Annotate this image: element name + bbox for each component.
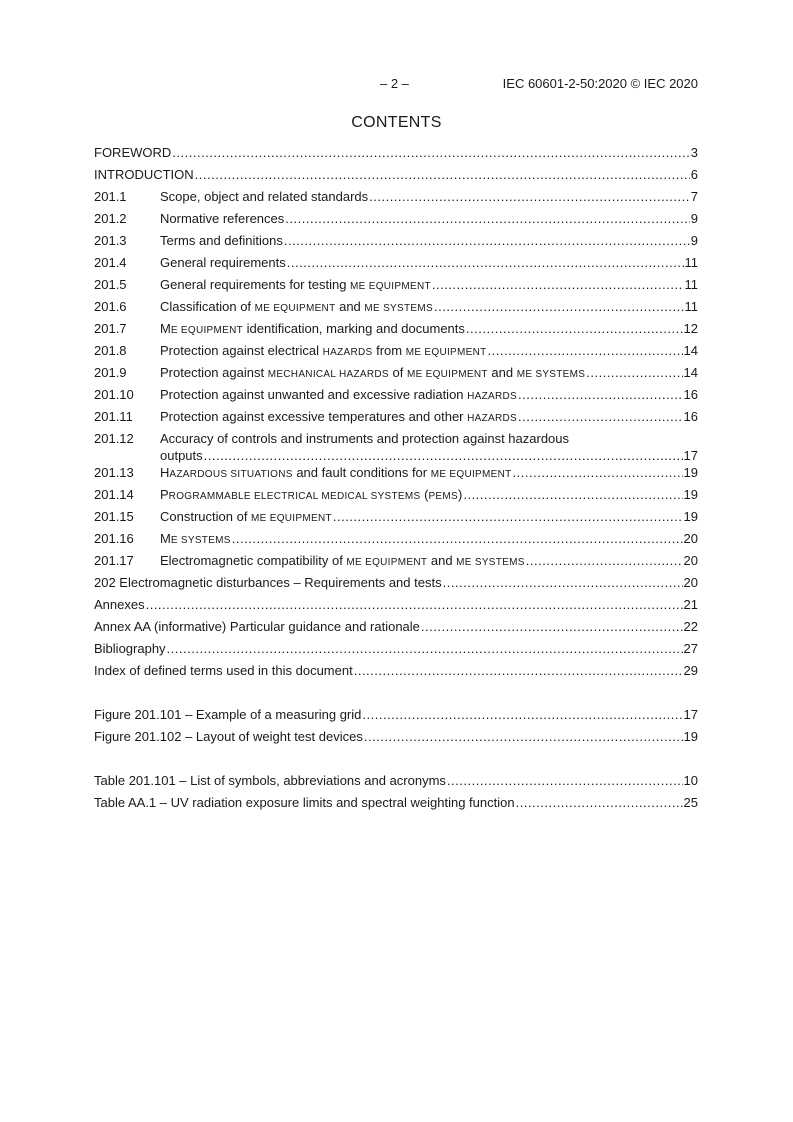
toc-entry-body	[94, 706, 698, 724]
dot-leader	[421, 618, 683, 636]
defined-term: AZARDOUS SITUATIONS	[169, 469, 293, 480]
toc-entry-number: 201.11	[94, 409, 133, 424]
title-text: P	[160, 487, 169, 502]
toc-entry-body	[160, 486, 698, 506]
title-text: M	[160, 321, 171, 336]
defined-term: HAZARDS	[322, 347, 373, 358]
dot-leader	[369, 188, 690, 206]
toc-entry-number: 201.15	[94, 509, 134, 524]
toc-entry-title-line2	[160, 448, 698, 463]
title-text: Electromagnetic compatibility of	[160, 553, 347, 568]
toc-entry-title	[160, 408, 517, 428]
toc-entry-body	[160, 430, 698, 463]
dot-leader	[284, 232, 690, 250]
toc-entry-page: 14	[683, 343, 698, 358]
toc-entry[interactable]	[94, 166, 698, 188]
toc-entry-title	[160, 298, 433, 318]
toc-entry-number: 201.2	[94, 211, 127, 226]
dot-leader	[447, 772, 683, 790]
toc-entry-title	[94, 706, 361, 724]
toc-entry-page: 19	[683, 729, 698, 744]
toc-entry[interactable]	[94, 276, 698, 298]
toc-entry-page: 9	[690, 211, 698, 226]
toc-entry[interactable]	[94, 772, 698, 794]
toc-entry-page: 27	[683, 641, 698, 656]
defined-term: ME EQUIPMENT	[254, 303, 336, 314]
title-text: identification, marking and documents	[243, 321, 465, 336]
title-text: Annex AA (informative) Particular guidance and rationale	[94, 619, 420, 634]
toc-entry-page: 11	[684, 299, 698, 314]
toc-entry[interactable]	[94, 342, 698, 364]
title-text: and	[335, 299, 365, 314]
toc-entry-body	[94, 640, 698, 658]
toc-entry-page: 11	[684, 277, 698, 292]
toc-entry-body	[160, 298, 698, 318]
toc-entry-title-line1: Accuracy of controls and instruments and protection against hazardous	[160, 431, 570, 446]
dot-leader	[443, 574, 683, 592]
toc-entry-page: 16	[683, 387, 698, 402]
toc-entry-number: 201.3	[94, 233, 127, 248]
title-text: Scope, object and related standards	[160, 189, 369, 204]
table-of-contents	[94, 144, 698, 816]
toc-entry-title	[94, 144, 171, 162]
title-text: Construction of	[160, 509, 252, 524]
toc-entry-number: 201.9	[94, 365, 127, 380]
toc-entry-page: 17	[683, 448, 698, 463]
title-text: Protection against unwanted and excessive radiation	[160, 387, 468, 402]
toc-entry[interactable]	[94, 794, 698, 816]
toc-entry-number: 201.8	[94, 343, 127, 358]
toc-entry-body	[160, 320, 698, 340]
toc-entry-body	[160, 276, 698, 296]
toc-entry-title	[160, 464, 512, 484]
toc-entry-body	[160, 342, 698, 362]
toc-entry-body	[160, 254, 698, 272]
defined-term: MECHANICAL HAZARDS	[267, 369, 389, 380]
page-number: – 2 –	[380, 76, 409, 91]
title-text: outputs	[160, 448, 203, 463]
toc-entry-page: 14	[683, 365, 698, 380]
toc-entry-number: 201.7	[94, 321, 127, 336]
toc-entry-body	[160, 210, 698, 228]
title-text: Figure 201.101 – Example of a measuring grid	[94, 707, 362, 722]
title-text: Protection against excessive temperatures and other	[160, 409, 468, 424]
toc-entry-page: 16	[683, 409, 698, 424]
toc-spacer	[94, 750, 698, 772]
toc-entry-page: 29	[683, 663, 698, 678]
dot-leader	[204, 448, 683, 463]
toc-entry-page: 22	[683, 619, 698, 634]
toc-entry[interactable]	[94, 298, 698, 320]
title-text: Normative references	[160, 211, 285, 226]
title-text: M	[160, 531, 171, 546]
defined-term: PEMS	[428, 491, 458, 502]
toc-entry-page: 21	[683, 597, 698, 612]
toc-entry-title	[160, 386, 517, 406]
toc-entry-body	[160, 464, 698, 484]
defined-term: HAZARDS	[467, 391, 518, 402]
defined-term: ME SYSTEMS	[364, 303, 433, 314]
toc-entry-title	[160, 486, 462, 506]
toc-entry-title	[160, 364, 585, 384]
toc-entry-body	[160, 408, 698, 428]
toc-entry-body	[160, 508, 698, 528]
toc-entry[interactable]	[94, 596, 698, 618]
toc-entry-page: 20	[683, 553, 698, 568]
title-text: Bibliography	[94, 641, 166, 656]
dot-leader	[232, 530, 683, 548]
defined-term: ME SYSTEMS	[516, 369, 586, 380]
toc-entry-page: 20	[683, 575, 698, 590]
dot-leader	[466, 320, 683, 338]
toc-entry[interactable]	[94, 728, 698, 750]
dot-leader	[287, 254, 684, 272]
title-text: Table 201.101 – List of symbols, abbreviations and acronyms	[94, 773, 446, 788]
toc-entry-number: 201.14	[94, 487, 134, 502]
defined-term: E EQUIPMENT	[170, 325, 244, 336]
toc-entry-body	[94, 618, 698, 636]
toc-entry[interactable]	[94, 254, 698, 276]
title-text: INTRODUCTION	[94, 167, 194, 182]
toc-entry-body	[94, 728, 698, 746]
defined-term: E SYSTEMS	[170, 535, 231, 546]
toc-entry[interactable]	[94, 530, 698, 552]
toc-entry-title	[160, 320, 465, 340]
toc-entry-page: 3	[690, 145, 698, 160]
toc-entry-page: 9	[690, 233, 698, 248]
toc-entry[interactable]	[94, 320, 698, 342]
toc-entry-title	[160, 342, 487, 362]
toc-entry-number: 201.10	[94, 387, 134, 402]
toc-entry-number: 201.5	[94, 277, 127, 292]
toc-entry-title	[160, 276, 431, 296]
toc-entry[interactable]	[94, 144, 698, 166]
title-text: 202 Electromagnetic disturbances – Requirements and tests	[94, 575, 442, 590]
toc-entry-number: 201.17	[94, 553, 134, 568]
dot-leader	[285, 210, 689, 228]
toc-entry-number: 201.12	[94, 431, 134, 446]
toc-entry-page: 20	[683, 531, 698, 546]
dot-leader	[513, 464, 683, 482]
title-text: Table AA.1 – UV radiation exposure limits and spectral weighting function	[94, 795, 515, 810]
title-text: from	[372, 343, 406, 358]
defined-term: ME EQUIPMENT	[406, 369, 488, 380]
toc-entry[interactable]	[94, 386, 698, 408]
dot-leader	[516, 794, 683, 812]
title-text: Annexes	[94, 597, 145, 612]
title-text: and fault conditions for	[292, 465, 431, 480]
toc-entry-body	[160, 530, 698, 550]
dot-leader	[364, 728, 683, 746]
title-text: Protection against	[160, 365, 268, 380]
toc-entry[interactable]	[94, 640, 698, 662]
toc-entry[interactable]	[94, 574, 698, 596]
dot-leader	[518, 386, 683, 404]
dot-leader	[463, 486, 682, 504]
dot-leader	[586, 364, 682, 382]
toc-entry-title	[94, 574, 442, 592]
title-text: and	[487, 365, 517, 380]
toc-entry-number: 201.1	[94, 189, 127, 204]
title-text: General requirements	[160, 255, 286, 270]
defined-term: ME SYSTEMS	[456, 557, 525, 568]
title-text: H	[160, 465, 170, 480]
toc-entry-title	[160, 530, 231, 550]
dot-leader	[333, 508, 683, 526]
toc-entry-page: 25	[683, 795, 698, 810]
title-text: Terms and definitions	[160, 233, 283, 248]
toc-entry[interactable]	[94, 364, 698, 386]
dot-leader	[354, 662, 683, 680]
toc-entry-title	[160, 210, 284, 228]
defined-term: ME EQUIPMENT	[251, 513, 332, 524]
toc-entry-title	[94, 640, 166, 658]
dot-leader	[362, 706, 682, 724]
dot-leader	[195, 166, 690, 184]
toc-entry-body	[160, 552, 698, 572]
toc-entry-body	[160, 188, 698, 206]
dot-leader	[432, 276, 684, 294]
page-header	[0, 76, 793, 92]
toc-entry-page: 6	[690, 167, 698, 182]
toc-entry-number: 201.4	[94, 255, 127, 270]
toc-entry[interactable]	[94, 662, 698, 684]
toc-entry-body	[160, 386, 698, 406]
toc-entry[interactable]	[94, 464, 698, 486]
dot-leader	[146, 596, 683, 614]
dot-leader	[172, 144, 689, 162]
toc-entry[interactable]	[94, 706, 698, 728]
toc-entry[interactable]	[94, 508, 698, 530]
title-text: Figure 201.102 – Layout of weight test devices	[94, 729, 363, 744]
title-text: (	[420, 487, 429, 502]
toc-entry[interactable]	[94, 210, 698, 232]
toc-entry-page: 12	[683, 321, 698, 336]
toc-entry-body	[160, 364, 698, 384]
toc-entry-body	[94, 794, 698, 812]
toc-entry[interactable]	[94, 430, 698, 464]
dot-leader	[488, 342, 683, 360]
title-text: and	[427, 553, 457, 568]
toc-entry-body	[94, 574, 698, 592]
toc-entry-page: 19	[683, 465, 698, 480]
toc-entry-title	[160, 448, 203, 463]
toc-entry-page: 19	[683, 487, 698, 502]
toc-entry-title	[94, 794, 515, 812]
toc-entry-title	[160, 508, 332, 528]
contents-title: CONTENTS	[351, 114, 442, 131]
toc-entry-title	[160, 232, 283, 250]
title-text: FOREWORD	[94, 145, 172, 160]
toc-entry-title	[94, 662, 353, 680]
title-text: Classification of	[160, 299, 255, 314]
title-text: Index of defined terms used in this document	[94, 663, 353, 678]
defined-term: ME EQUIPMENT	[405, 347, 487, 358]
defined-term: ME EQUIPMENT	[430, 469, 512, 480]
toc-entry-page: 7	[690, 189, 698, 204]
toc-entry-page: 10	[683, 773, 698, 788]
title-text: General requirements for testing	[160, 277, 351, 292]
title-text: )	[458, 487, 463, 502]
toc-entry[interactable]	[94, 232, 698, 254]
dot-leader	[518, 408, 683, 426]
toc-entry[interactable]	[94, 618, 698, 640]
toc-entry-title	[94, 728, 363, 746]
toc-entry[interactable]	[94, 188, 698, 210]
toc-entry[interactable]	[94, 486, 698, 508]
toc-entry-title	[160, 254, 286, 272]
toc-spacer	[94, 684, 698, 706]
toc-entry-body	[94, 596, 698, 614]
title-text: Protection against electrical	[160, 343, 323, 358]
toc-entry-title	[94, 618, 420, 636]
toc-entry-title	[94, 596, 145, 614]
toc-entry-body	[94, 144, 698, 162]
defined-term: HAZARDS	[467, 413, 518, 424]
toc-entry-title	[160, 552, 525, 572]
defined-term: ROGRAMMABLE ELECTRICAL MEDICAL SYSTEMS	[168, 491, 421, 502]
toc-entry-number: 201.6	[94, 299, 127, 314]
dot-leader	[167, 640, 683, 658]
toc-entry-number: 201.16	[94, 531, 134, 546]
toc-entry-body	[94, 772, 698, 790]
toc-entry-title	[94, 772, 446, 790]
dot-leader	[526, 552, 683, 570]
dot-leader	[434, 298, 684, 316]
defined-term: ME EQUIPMENT	[350, 281, 431, 292]
toc-entry-body	[160, 232, 698, 250]
document-reference: IEC 60601-2-50:2020 © IEC 2020	[502, 76, 698, 91]
defined-term: ME EQUIPMENT	[346, 557, 428, 568]
toc-entry-title	[94, 166, 194, 184]
toc-entry-body	[94, 166, 698, 184]
toc-entry-body	[94, 662, 698, 680]
toc-entry-page: 11	[684, 255, 698, 270]
toc-entry-title	[160, 188, 368, 206]
toc-entry[interactable]	[94, 552, 698, 574]
toc-entry-page: 17	[683, 707, 698, 722]
toc-entry-page: 19	[683, 509, 698, 524]
toc-entry[interactable]	[94, 408, 698, 430]
toc-entry-number: 201.13	[94, 465, 134, 480]
title-text: of	[388, 365, 407, 380]
